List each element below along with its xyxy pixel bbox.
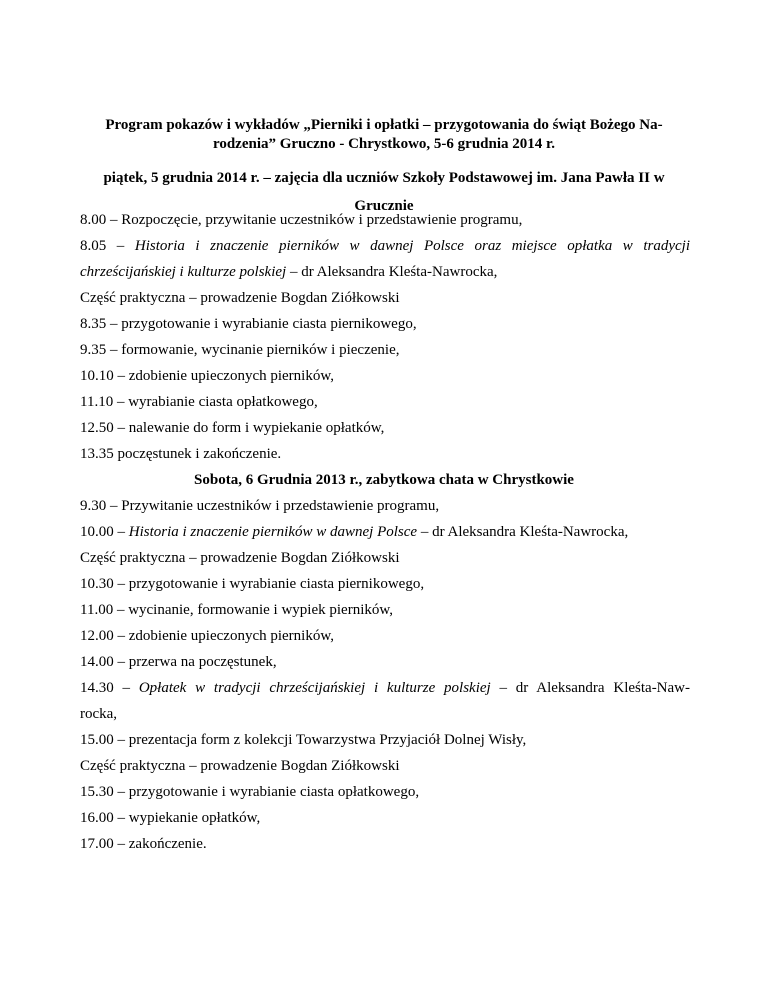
day2-item-7-topic: Opłatek w tradycji chrześcijańskiej i kulturze polskiej [138,680,491,696]
day1-item-8: 13.35 poczęstunek i zakończenie. [80,446,282,462]
day2-item-7-line-1 [80,678,690,698]
day2-item-9: Część praktyczna – prowadzenie Bogdan Ziółkowski [80,758,400,774]
day2-item-7-time: 14.30 – [80,680,139,696]
title-line-2: rodzenia” Gruczno - Chrystkowo, 5-6 grudnia 2014 r. [212,136,556,152]
day1-item-1-topic-cont: w tradycji [612,238,691,254]
day1-item-6: 11.10 – wyrabianie ciasta opłatkowego, [80,394,318,410]
day1-item-3: 8.35 – przygotowanie i wyrabianie ciasta piernikowego, [80,316,417,332]
day1-item-1-speaker: – dr Aleksandra Kleśta-Nawrocka, [286,264,498,280]
day1-heading-line-2: Grucznie [354,198,414,214]
day2-item-1 [80,522,690,542]
day1-item-1-time: 8.05 – [80,238,135,254]
day1-heading-line-1: piątek, 5 grudnia 2014 r. – zajęcia dla uczniów Szkoły Podstawowej im. Jana Pawła II w [103,170,665,186]
day2-item-5: 12.00 – zdobienie upieczonych pierników, [80,628,334,644]
day2-item-3: 10.30 – przygotowanie i wyrabianie ciasta piernikowego, [80,576,425,592]
day2-item-1-speaker: – dr Aleksandra Kleśta-Nawrocka, [417,524,629,540]
day2-item-1-topic: Historia i znaczenie pierników w dawnej Polsce [128,524,418,540]
day1-item-2: Część praktyczna – prowadzenie Bogdan Ziółkowski [80,290,400,306]
day2-item-1-time: 10.00 – [80,524,129,540]
day1-item-1-line-1 [80,236,690,256]
title-line-1: Program pokazów i wykładów „Pierniki i opłatki – przygotowania do świąt Bożego Na- [105,117,663,133]
day2-item-4: 11.00 – wycinanie, formowanie i wypiek pierników, [80,602,393,618]
day1-item-1-line-2 [80,262,690,282]
day2-heading: Sobota, 6 Grudnia 2013 r., zabytkowa chata w Chrystkowie [194,472,574,488]
day1-item-4: 9.35 – formowanie, wycinanie pierników i pieczenie, [80,342,400,358]
day1-item-0: 8.00 – Rozpoczęcie, przywitanie uczestników i przedstawienie programu, [80,212,523,228]
day2-item-0: 9.30 – Przywitanie uczestników i przedstawienie programu, [80,498,440,514]
day2-item-11: 16.00 – wypiekanie opłatków, [80,810,261,826]
day2-item-12: 17.00 – zakończenie. [80,836,207,852]
day2-item-10: 15.30 – przygotowanie i wyrabianie ciasta opłatkowego, [80,784,420,800]
day1-item-7: 12.50 – nalewanie do form i wypiekanie opłatków, [80,420,385,436]
day1-item-1-topic-end: chrześcijańskiej i kulturze polskiej [80,264,287,280]
day2-item-6: 14.00 – przerwa na poczęstunek, [80,654,277,670]
day2-item-7-line-2: rocka, [80,706,118,722]
day2-item-7-speaker: – dr Aleksandra Kleśta-Naw- [490,680,691,696]
day2-item-8: 15.00 – prezentacja form z kolekcji Towarzystwa Przyjaciół Dolnej Wisły, [80,732,527,748]
day1-item-1-topic: Historia i znaczenie pierników w dawnej Polsce oraz miejsce opłatka [134,238,613,254]
document-title [80,116,688,154]
day1-item-5: 10.10 – zdobienie upieczonych pierników, [80,368,334,384]
day2-item-2: Część praktyczna – prowadzenie Bogdan Ziółkowski [80,550,400,566]
